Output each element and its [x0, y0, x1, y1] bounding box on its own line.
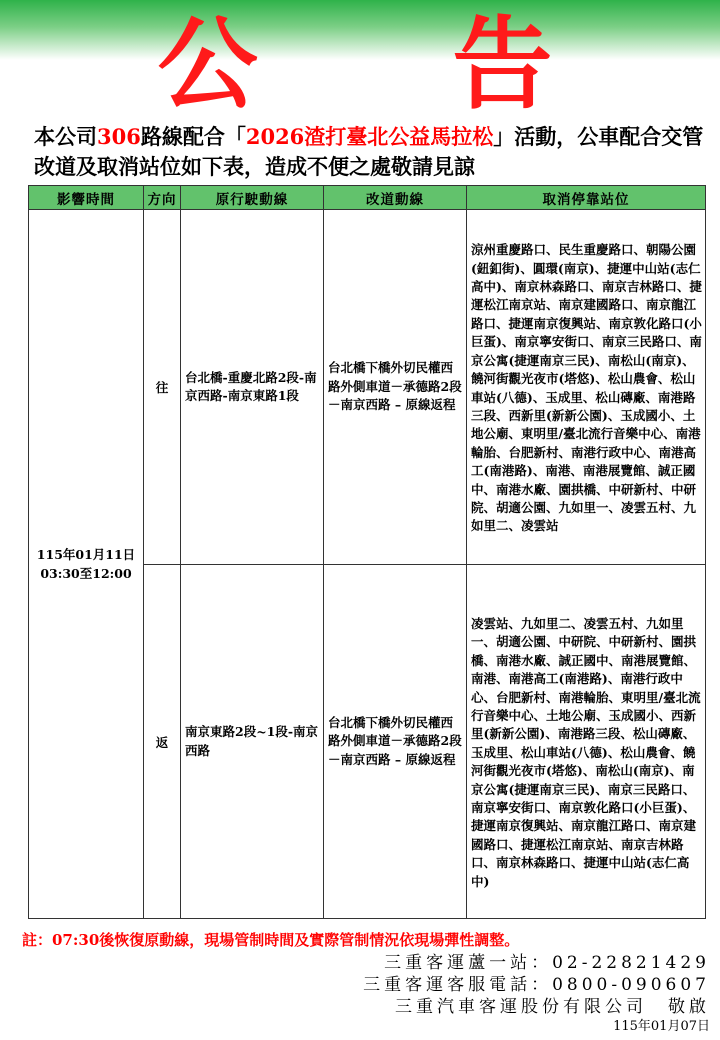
- original-route-cell: 南京東路2段~1段-南京西路: [181, 565, 324, 919]
- intro-text-2: 路線配合「: [140, 124, 246, 149]
- detour-table: [28, 185, 706, 919]
- direction-cell: 往: [144, 210, 181, 565]
- station-phone: 三重客運蘆一站：02-22821429: [384, 953, 710, 973]
- cancelled-stops-cell: 涼州重慶路口、民生重慶路口、朝陽公園(鈕釦街)、圓環(南京)、捷運中山站(志仁高中)、南京林森路口、南京吉林路口、捷運松江南京站、南京建國路口、南京龍江路口、捷運南京復興站、南京敦化路口(小巨蛋)、南京寧安街口、南京三民路口、南京公寓(捷運南京三民)、南松山(南京)、饒河街觀光夜市(塔悠)、松山農會、松山車站(八德)、玉成里、松山磚廠、南港路三段、西新里(新新公園)、玉成國小、土地公廟、東明里/臺北流行音樂中心、南港輪胎、台肥新村、南港行政中心、南港高工(南港路)、南港、南港展覽館、誠正國中、南港水廠、園拱橋、中研新村、中研院、胡適公園、九如里一、凌雲五村、九如里二、凌雲站: [467, 210, 706, 565]
- route-number: 306: [97, 124, 141, 149]
- header-cancelled-stops: 取消停靠站位: [467, 186, 706, 210]
- service-phone: 三重客運客服電話：0800-090607: [363, 975, 710, 995]
- intro-text-3: 」活動，公車配合交管改道及取消站位如下表，造成不便之處敬請見諒: [34, 124, 704, 179]
- table-row: [29, 210, 706, 565]
- issue-date: 115年01月07日: [613, 1019, 710, 1034]
- table-header-row: [29, 186, 706, 210]
- event-name: 2026渣打臺北公益馬拉松: [245, 124, 494, 149]
- intro-paragraph: [34, 122, 720, 182]
- company-signature: 三重汽車客運股份有限公司 敬啟: [395, 997, 710, 1017]
- affected-hours: 03:30至12:00: [40, 566, 132, 581]
- detour-route-cell: 台北橋下橋外切民權西路外側車道－承德路2段－南京西路 – 原線返程: [324, 210, 467, 565]
- affected-time-cell: [29, 210, 144, 919]
- detour-route-cell: 台北橋下橋外切民權西路外側車道－承德路2段－南京西路 – 原線返程: [324, 565, 467, 919]
- header-direction: 方向: [144, 186, 181, 210]
- intro-text-1: 本公司: [34, 124, 97, 149]
- direction-cell: 返: [144, 565, 181, 919]
- footnote: 註：07:30後恢復原動線，現場管制時間及實際管制情況依現場彈性調整。: [22, 931, 520, 949]
- header-original-route: 原行駛動線: [181, 186, 324, 210]
- header-affected-time: 影響時間: [29, 186, 144, 210]
- cancelled-stops-cell: 凌雲站、九如里二、凌雲五村、九如里一、胡適公園、中研院、中研新村、園拱橋、南港水廠、誠正國中、南港展覽館、南港、南港高工(南港路)、南港行政中心、台肥新村、南港輪胎、東明里/臺北流行音樂中心、土地公廟、玉成國小、西新里(新新公園)、南港路三段、松山磚廠、玉成里、松山車站(八德)、松山農會、饒河街觀光夜市(塔悠)、南松山(南京)、南京公寓(捷運南京三民)、南京三民路口、南京寧安街口、南京敦化路口(小巨蛋)、捷運南京復興站、南京龍江路口、南京建國路口、捷運松江南京站、南京吉林路口、南京林森路口、捷運中山站(志仁高中): [467, 565, 706, 919]
- original-route-cell: 台北橋-重慶北路2段-南京西路-南京東路1段: [181, 210, 324, 565]
- affected-date: 115年01月11日: [36, 547, 136, 562]
- notice-title: 公 告: [157, 5, 633, 123]
- header-detour-route: 改道動線: [324, 186, 467, 210]
